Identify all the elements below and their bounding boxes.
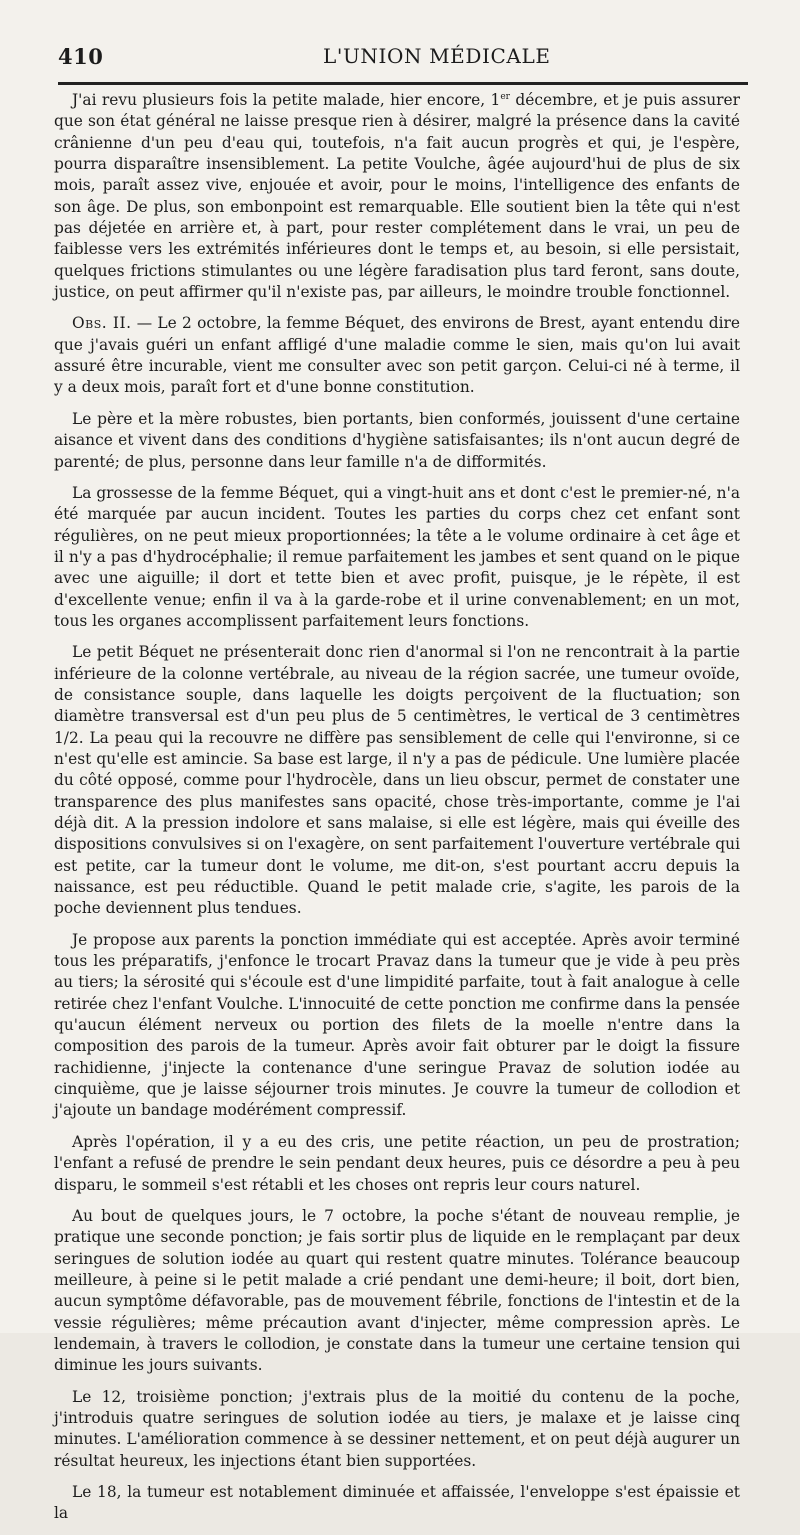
ordinal-superscript: er — [500, 91, 510, 102]
paragraph: La grossesse de la femme Béquet, qui a vingt-huit ans et dont c'est le premier-né, n'a été marquée par aucun incident. Toutes les parties du corps chez cet enfant sont régulières, on ne peut mieux proportionnées; la tête a le volume ordinaire à cet âge et il n'y a pas d'hydrocéphalie; il remue parfaitement les jambes et sent quand on le pique avec une aiguille; il dort et tette bien et avec profit, puisque, je le répète, il est d'excellente venue; enfin il va à la garde-robe et il urine convenablement; en un mot, tous les organes accomplissent parfaitement leurs fonctions. — [54, 483, 740, 630]
observation-label: Obs. II. — [72, 314, 132, 333]
header-rule — [58, 82, 748, 85]
running-head: L'UNION MÉDICALE — [323, 44, 551, 68]
paragraph-text: — Le 2 octobre, la femme Béquet, des environs de Brest, ayant entendu dire que j'avais guéri un enfant affligé d'une maladie comme le sien, mais qu'on lui avait assuré être incurable, vient me consulter avec son petit garçon. Celui-ci né à terme, il y a deux mois, paraît fort et d'une bonne constitution. — [54, 314, 740, 397]
paragraph: Le 18, la tumeur est notablement diminuée et affaissée, l'enveloppe s'est épaissie et la — [54, 1482, 740, 1523]
paragraph — [54, 90, 740, 303]
paragraph: Le 12, troisième ponction; j'extrais plus de la moitié du contenu de la poche, j'introduis quatre seringues de solution iodée au tiers, je malaxe et je laisse cinq minutes. L'amélioration commence à se dessiner nettement, et on peut déjà augurer un résultat heureux, les injections étant bien supportées. — [54, 1387, 740, 1470]
body-text — [54, 90, 740, 1535]
page-number: 410 — [58, 44, 104, 69]
paragraph: Le petit Béquet ne présenterait donc rien d'anormal si l'on ne rencontrait à la partie inférieure de la colonne vertébrale, au niveau de la région sacrée, une tumeur ovoïde, de consistance souple, dans laquelle les doigts perçoivent de la fluctuation; son diamètre transversal est d'un peu plus de 5 centimètres, le vertical de 3 centimètres 1/2. La peau qui la recouvre ne diffère pas sensiblement de celle qui l'environne, si ce n'est qu'elle est amincie. Sa base est large, il n'y a pas de pédicule. Une lumière placée du côté opposé, comme pour l'hydrocèle, dans un lieu obscur, permet de constater une transparence des plus manifestes sans opacité, chose très-importante, comme je l'ai déjà dit. A la pression indolore et sans malaise, si elle est légère, mais qui éveille des dispositions convulsives si on l'exagère, on sent parfaitement l'ouverture vertébrale qui est petite, car la tumeur dont le volume, me dit-on, s'est pourtant accru depuis la naissance, est peu réductible. Quand le petit malade crie, s'agite, les parois de la poche deviennent plus tendues. — [54, 643, 740, 918]
paragraph — [54, 313, 740, 398]
paragraph: Au bout de quelques jours, le 7 octobre, la poche s'étant de nouveau remplie, je pratique une seconde ponction; je fais sortir plus de liquide en le remplaçant par deux seringues de solution iodée au quart qui restent quatre minutes. Tolérance beaucoup meilleure, à peine si le petit malade a crié pendant une demi-heure; il boit, dort bien, aucun symptôme défavorable, pas de mouvement fébrile, fonctions de l'intestin et de la vessie régulières; même précaution avant d'injecter, même compression après. Le lendemain, à travers le collodion, je constate dans la tumeur une certaine tension qui diminue les jours suivants. — [54, 1206, 740, 1375]
paragraph: Le père et la mère robustes, bien portants, bien conformés, jouissent d'une certaine aisance et vivent dans des conditions d'hygiène satisfaisantes; ils n'ont aucun degré de parenté; de plus, personne dans leur famille n'a de difformités. — [54, 409, 740, 471]
paragraph: Je propose aux parents la ponction immédiate qui est acceptée. Après avoir terminé tous les préparatifs, j'enfonce le trocart Pravaz dans la tumeur que je vide à peu près au tiers; la sérosité qui s'écoule est d'une limpidité parfaite, tout à fait analogue à celle retirée chez l'enfant Voulche. L'innocuité de cette ponction me confirme dans la pensée qu'aucun élément nerveux ou portion des filets de la moelle n'entre dans la composition des parois de la tumeur. Après avoir fait obturer par le doigt la fissure rachidienne, j'injecte la contenance d'une seringue Pravaz de solution iodée au cinquième, que je laisse séjourner trois minutes. Je couvre la tumeur de collodion et j'ajoute un bandage modérément compressif. — [54, 930, 740, 1120]
paragraph: Après l'opération, il y a eu des cris, une petite réaction, un peu de prostration; l'enfant a refusé de prendre le sein pendant deux heures, puis ce désordre a peu à peu disparu, le sommeil s'est rétabli et les choses ont repris leur cours naturel. — [54, 1132, 740, 1194]
paragraph-text: décembre, et je puis assurer que son état général ne laisse presque rien à désirer, malgré la présence dans la cavité crânienne d'un peu d'eau qui, toutefois, n'a fait aucun progrès et qui, je l'espère, pourra disparaître insensiblement. La petite Voulche, âgée aujourd'hui de plus de six mois, paraît assez vive, enjouée et avoir, pour le moins, l'intelligence des enfants de son âge. De plus, son embonpoint est remarquable. Elle soutient bien la tête qui n'est pas déjetée en arrière et, à part, pour rester complétement dans le vrai, un peu de faiblesse vers les extrémités inférieures dont le temps et, au besoin, si elle persistait, quelques frictions stimulantes ou une légère faradisation plus tard feront, sans doute, justice, on peut affirmer qu'il n'existe pas, par ailleurs, le moindre trouble fonctionnel. — [54, 91, 741, 302]
page-header — [58, 44, 748, 78]
paragraph-text: J'ai revu plusieurs fois la petite malade, hier encore, 1 — [72, 91, 501, 109]
